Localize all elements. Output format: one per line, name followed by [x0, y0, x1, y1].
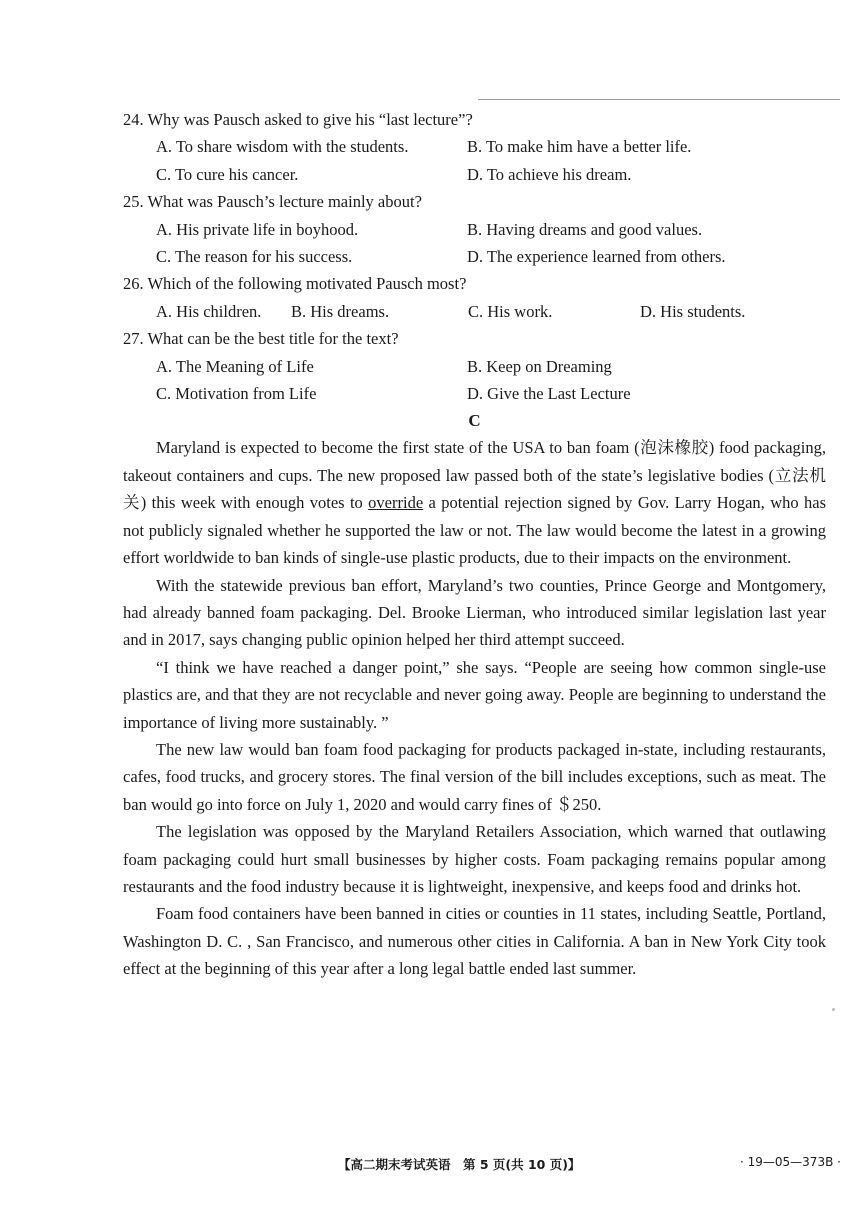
option-a: A. His children.: [156, 301, 262, 321]
paragraph-4: The new law would ban foam food packaging for products packaged in-state, including restaurants, cafes, food trucks, and grocery stores. The final version of the bill includes exceptions, such as meat. The ban would go into force on July 1, 2020 and would carry fines of ＄250.: [123, 739, 826, 814]
option-c: C. To cure his cancer.: [156, 164, 299, 184]
section-heading: C: [468, 411, 481, 431]
options: [123, 353, 826, 408]
header-rule: [478, 99, 840, 100]
option-b: B. His dreams.: [291, 301, 390, 321]
page-content: [123, 106, 826, 983]
question-stem: 25. What was Pausch’s lecture mainly about?: [123, 192, 422, 212]
page-info: 【高二期末考试英语 第 5 页(共 10 页)】: [338, 1157, 581, 1172]
exam-code: · 19—05—373B ·: [740, 1155, 841, 1169]
underlined-word: override: [368, 493, 424, 513]
option-d: D. To achieve his dream.: [467, 164, 632, 184]
paragraph-6: Foam food containers have been banned in cities or counties in 11 states, including Seattle, Portland, Washington D. C. , San Francisco, and numerous other cities in California. A ban in New York City took effect at the beginning of this year after a long legal battle ended last summer.: [123, 904, 826, 979]
option-d: D. The experience learned from others.: [467, 247, 726, 267]
option-a: A. The Meaning of Life: [156, 356, 314, 376]
option-d: D. His students.: [640, 301, 746, 321]
paragraph-3: “I think we have reached a danger point,” she says. “People are seeing how common single-use plastics are, and that they are not recyclable and never going away. People are beginning to understand the importance of living more sustainably. ”: [123, 657, 826, 732]
question-stem: 24. Why was Pausch asked to give his “last lecture”?: [123, 110, 473, 129]
question-26: [123, 270, 826, 325]
question-24: [123, 106, 826, 188]
passage: [123, 434, 826, 982]
paragraph-2: With the statewide previous ban effort, Maryland’s two counties, Prince George and Montgomery, had already banned foam packaging. Del. Brooke Lierman, who introduced similar legislation last year and in 2017, says changing public opinion helped her third attempt succeed.: [123, 575, 826, 650]
question-stem: 27. What can be the best title for the text?: [123, 329, 399, 349]
option-b: B. Keep on Dreaming: [467, 356, 612, 376]
option-c: C. The reason for his success.: [156, 247, 353, 267]
paragraph-text: a potential rejection signed by Gov. Larry Hogan, who has not publicly signaled whether he supported the law or not. The law would become the latest in a growing effort worldwide to ban kinds of single-use plastic products, due to their impacts on the environment.: [123, 493, 826, 568]
paragraph-text: Maryland is expected to become the first state of the USA to ban foam (泡沫橡胶) food packaging, takeout containers and cups. The new proposed law passed both of the state’s legislative bodies (立法机关) this week with enough votes to: [123, 438, 826, 513]
option-a: A. To share wisdom with the students.: [156, 137, 409, 157]
options: [123, 298, 826, 325]
option-a: A. His private life in boyhood.: [156, 219, 359, 239]
option-c: C. His work.: [468, 301, 553, 321]
paragraph-1: [123, 434, 826, 571]
paragraph-5: The legislation was opposed by the Maryland Retailers Association, which warned that outlawing foam packaging could hurt small businesses by higher costs. Foam packaging remains popular among restaurants and the food industry because it is lightweight, inexpensive, and keeps food and drinks hot.: [123, 822, 826, 896]
option-b: B. Having dreams and good values.: [467, 219, 703, 239]
option-b: B. To make him have a better life.: [467, 137, 692, 157]
question-stem: 26. Which of the following motivated Pausch most?: [123, 274, 467, 294]
option-d: D. Give the Last Lecture: [467, 384, 631, 404]
question-25: [123, 188, 826, 270]
option-c: C. Motivation from Life: [156, 384, 317, 404]
options: [123, 216, 826, 271]
options: [123, 133, 826, 188]
question-27: [123, 325, 826, 407]
scan-speck: [832, 1008, 835, 1011]
